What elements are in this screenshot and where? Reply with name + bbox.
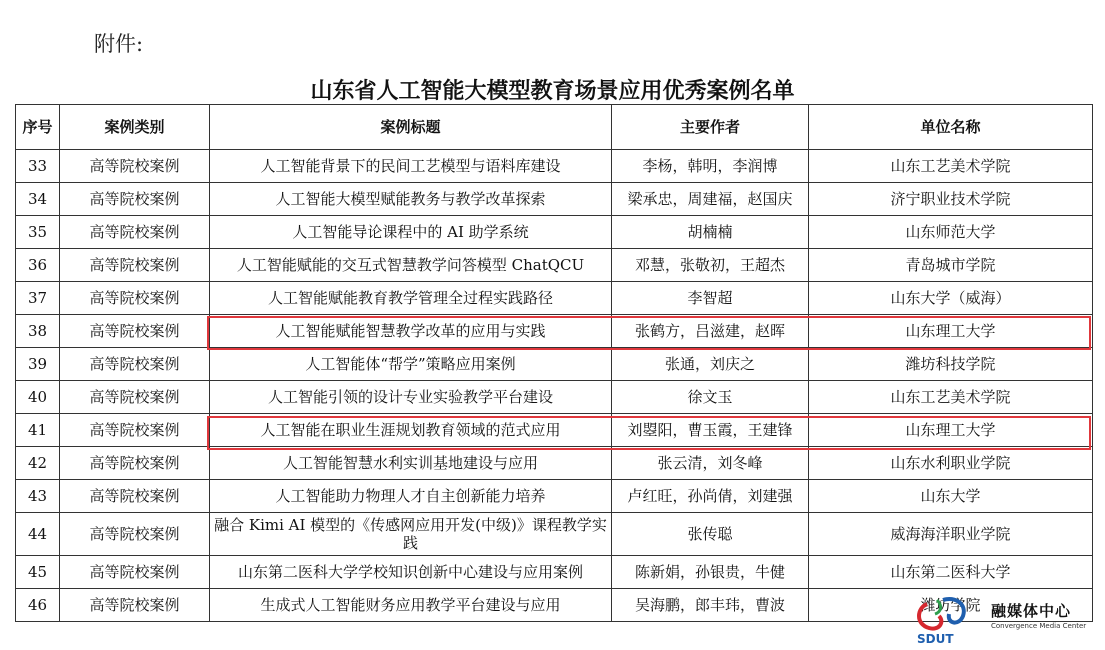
table-row: [16, 150, 1093, 183]
header-authors: 主要作者: [612, 105, 809, 150]
page-title: 山东省人工智能大模型教育场景应用优秀案例名单: [310, 78, 795, 104]
cell-title: 人工智能在职业生涯规划教育领域的范式应用: [210, 414, 612, 447]
cell-index: 42: [16, 447, 60, 480]
cell-category: 高等院校案例: [60, 589, 210, 622]
cell-title: 生成式人工智能财务应用教学平台建设与应用: [210, 589, 612, 622]
cell-index: 39: [16, 348, 60, 381]
cell-category: 高等院校案例: [60, 150, 210, 183]
logo-mark-text: SDUT: [917, 632, 954, 646]
cell-authors: 胡楠楠: [612, 216, 809, 249]
cell-index: 43: [16, 480, 60, 513]
cell-category: 高等院校案例: [60, 348, 210, 381]
table-row: [16, 513, 1093, 556]
cell-category: 高等院校案例: [60, 414, 210, 447]
table-header-row: [16, 105, 1093, 150]
cell-title: 人工智能赋能教育教学管理全过程实践路径: [210, 282, 612, 315]
cell-unit: 潍坊科技学院: [809, 348, 1093, 381]
header-unit: 单位名称: [809, 105, 1093, 150]
cell-authors: 陈新娟，孙银贵，牛健: [612, 556, 809, 589]
cell-index: 35: [16, 216, 60, 249]
cell-authors: 李杨，韩明，李润博: [612, 150, 809, 183]
cell-category: 高等院校案例: [60, 480, 210, 513]
cell-category: 高等院校案例: [60, 556, 210, 589]
cell-index: 37: [16, 282, 60, 315]
cell-category: 高等院校案例: [60, 282, 210, 315]
table-row: [16, 414, 1093, 447]
cell-authors: 刘曌阳，曹玉霞，王建锋: [612, 414, 809, 447]
table-row: [16, 183, 1093, 216]
cell-category: 高等院校案例: [60, 315, 210, 348]
cell-unit: 山东第二医科大学: [809, 556, 1093, 589]
header-title: 案例标题: [210, 105, 612, 150]
cell-unit: 山东大学（威海）: [809, 282, 1093, 315]
table-row: [16, 381, 1093, 414]
cell-authors: 梁承忠，周建福，赵国庆: [612, 183, 809, 216]
cell-title: 人工智能引领的设计专业实验教学平台建设: [210, 381, 612, 414]
cell-category: 高等院校案例: [60, 381, 210, 414]
cell-category: 高等院校案例: [60, 249, 210, 282]
cell-index: 44: [16, 513, 60, 556]
cell-authors: 张鹤方，吕滋建，赵晖: [612, 315, 809, 348]
cell-index: 36: [16, 249, 60, 282]
cell-authors: 张通，刘庆之: [612, 348, 809, 381]
case-list-table: [15, 104, 1093, 622]
cell-title: 人工智能导论课程中的 AI 助学系统: [210, 216, 612, 249]
cell-index: 45: [16, 556, 60, 589]
logo-subtitle: Convergence Media Center: [991, 622, 1087, 630]
cell-authors: 吴海鹏，郎丰玮，曹波: [612, 589, 809, 622]
cell-unit: 青岛城市学院: [809, 249, 1093, 282]
cell-authors: 邓慧，张敬初，王超杰: [612, 249, 809, 282]
cell-category: 高等院校案例: [60, 447, 210, 480]
header-category: 案例类别: [60, 105, 210, 150]
table-row: [16, 556, 1093, 589]
attachment-label: 附件:: [94, 32, 144, 56]
cell-title: 人工智能大模型赋能教务与教学改革探索: [210, 183, 612, 216]
cell-unit: 济宁职业技术学院: [809, 183, 1093, 216]
cell-category: 高等院校案例: [60, 216, 210, 249]
cell-index: 46: [16, 589, 60, 622]
cell-index: 34: [16, 183, 60, 216]
cell-title: 融合 Kimi AI 模型的《传感网应用开发(中级)》课程教学实践: [210, 513, 612, 556]
cell-category: 高等院校案例: [60, 183, 210, 216]
table-row: [16, 447, 1093, 480]
logo-title: 融媒体中心: [991, 602, 1072, 620]
cell-index: 38: [16, 315, 60, 348]
table-row: [16, 216, 1093, 249]
cell-title: 人工智能智慧水利实训基地建设与应用: [210, 447, 612, 480]
cell-unit: 山东水利职业学院: [809, 447, 1093, 480]
cell-title: 人工智能体“帮学”策略应用案例: [210, 348, 612, 381]
cell-unit: 山东工艺美术学院: [809, 381, 1093, 414]
cell-unit: 山东大学: [809, 480, 1093, 513]
table-row: [16, 315, 1093, 348]
cell-title: 人工智能助力物理人才自主创新能力培养: [210, 480, 612, 513]
cell-unit: 山东师范大学: [809, 216, 1093, 249]
cell-unit: 山东理工大学: [809, 315, 1093, 348]
cell-title: 人工智能赋能的交互式智慧教学问答模型 ChatQCU: [210, 249, 612, 282]
watermark-logo: [907, 594, 1097, 646]
table-row: [16, 249, 1093, 282]
cell-index: 41: [16, 414, 60, 447]
cell-title: 山东第二医科大学学校知识创新中心建设与应用案例: [210, 556, 612, 589]
cell-title: 人工智能赋能智慧教学改革的应用与实践: [210, 315, 612, 348]
cell-index: 33: [16, 150, 60, 183]
cell-authors: 张云清，刘冬峰: [612, 447, 809, 480]
cell-unit: 山东理工大学: [809, 414, 1093, 447]
cell-unit: 潍坊学院: [809, 589, 1093, 622]
cell-category: 高等院校案例: [60, 513, 210, 556]
header-index: 序号: [16, 105, 60, 150]
table-row: [16, 282, 1093, 315]
cell-authors: 卢红旺，孙尚倩，刘建强: [612, 480, 809, 513]
cell-authors: 李智超: [612, 282, 809, 315]
cell-authors: 张传聪: [612, 513, 809, 556]
cell-authors: 徐文玉: [612, 381, 809, 414]
sdut-logo-icon: [907, 594, 991, 646]
cell-unit: 威海海洋职业学院: [809, 513, 1093, 556]
cell-title: 人工智能背景下的民间工艺模型与语料库建设: [210, 150, 612, 183]
cell-index: 40: [16, 381, 60, 414]
cell-unit: 山东工艺美术学院: [809, 150, 1093, 183]
table-row: [16, 348, 1093, 381]
table-row: [16, 480, 1093, 513]
